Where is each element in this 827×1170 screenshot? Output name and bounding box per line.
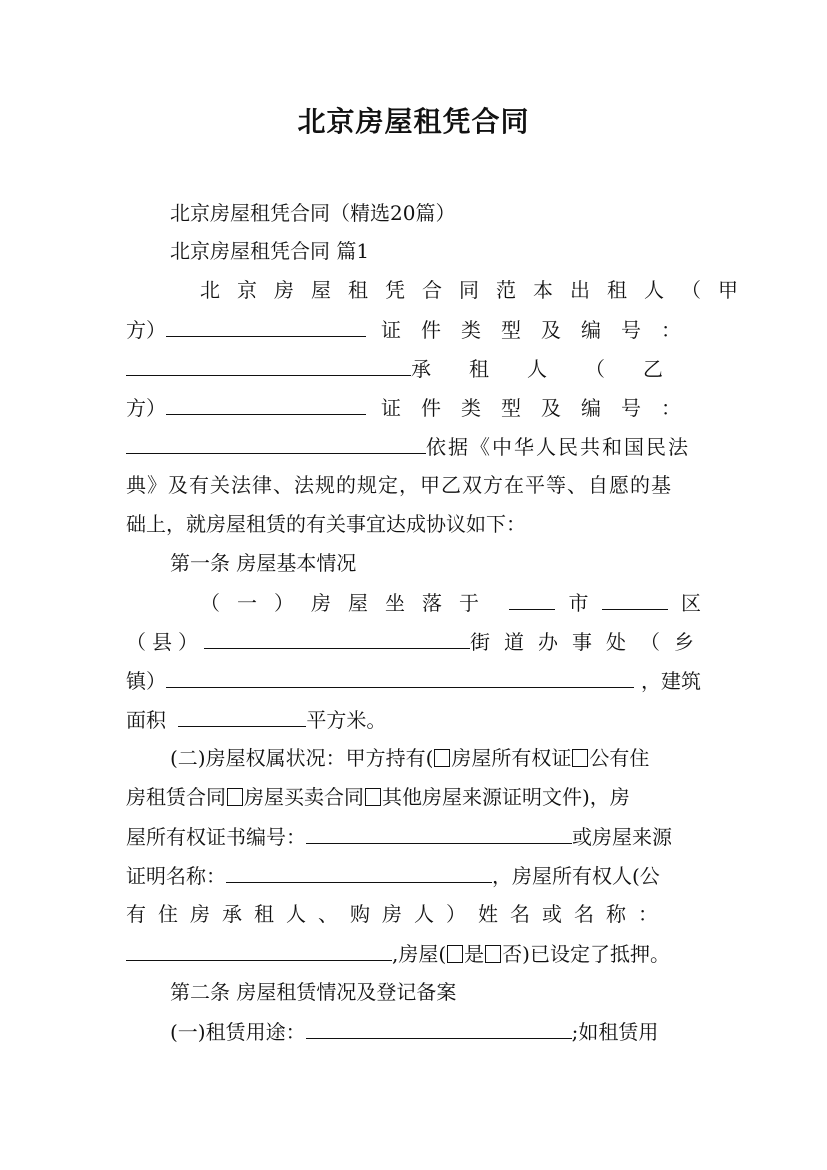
text: 街道办事处（乡 bbox=[470, 630, 708, 654]
blank-field bbox=[509, 589, 555, 610]
text: 平方米。 bbox=[306, 708, 387, 732]
paragraph-line: 证明名称： ，房屋所有权人(公 bbox=[126, 864, 660, 888]
text: （县） bbox=[126, 628, 470, 655]
doc-heading: 北京房屋租凭合同（精选20篇） bbox=[170, 201, 456, 225]
paragraph-line: 础上，就房屋租赁的有关事宜达成协议如下： bbox=[126, 512, 526, 536]
text: 证件类型及编号： bbox=[381, 396, 701, 420]
blank-field bbox=[126, 433, 426, 454]
text: ，建筑 bbox=[641, 669, 701, 693]
spread-text: 北京房屋租凭合同范本出租人（甲 bbox=[200, 278, 755, 302]
spread-text: 有住房承租人、购房人）姓名或名称： bbox=[126, 902, 670, 926]
text: 承租人（乙 bbox=[411, 357, 701, 381]
text: 市 bbox=[568, 591, 589, 615]
checkbox-icon bbox=[434, 749, 450, 767]
text: 证件类型及编号： bbox=[381, 318, 701, 342]
blank-field bbox=[602, 589, 668, 610]
checkbox-icon bbox=[572, 749, 588, 767]
paragraph-line bbox=[126, 628, 708, 655]
paragraph-line bbox=[126, 433, 701, 460]
paragraph-line: 屋所有权证书编号： 或房屋来源 bbox=[126, 825, 672, 849]
paragraph-line: 房租赁合同 房屋买卖合同 其他房屋来源证明文件)，房 bbox=[126, 785, 630, 809]
paragraph-line: 典》及有关法律、法规的规定，甲乙双方在平等、自愿的基 bbox=[126, 473, 672, 497]
blank-field bbox=[226, 862, 492, 883]
paragraph-line bbox=[126, 355, 701, 382]
section-heading: 北京房屋租凭合同 篇1 bbox=[170, 239, 370, 263]
text: 面积 bbox=[126, 708, 166, 732]
paragraph-line: ,房屋( 是 否)已设定了抵押。 bbox=[126, 940, 701, 967]
paragraph-line bbox=[126, 316, 701, 343]
checkbox-icon bbox=[365, 788, 381, 806]
text: 区 bbox=[681, 591, 701, 615]
paragraph-line: (二)房屋权属状况：甲方持有( 房屋所有权证 公有住 bbox=[170, 746, 650, 770]
text: 方） bbox=[126, 316, 366, 343]
text: 方） bbox=[126, 394, 366, 421]
blank-field bbox=[306, 1018, 572, 1039]
paragraph-line bbox=[200, 277, 755, 303]
paragraph-line: (一)租赁用途： ;如租赁用 bbox=[170, 1020, 659, 1044]
blank-field bbox=[178, 706, 306, 727]
text: 镇） bbox=[126, 667, 634, 694]
checkbox-icon bbox=[447, 945, 463, 963]
text: 依据《中华人民共和国民法 bbox=[426, 435, 690, 459]
blank-field bbox=[126, 355, 411, 376]
paragraph-line bbox=[200, 589, 701, 616]
checkbox-icon bbox=[227, 788, 243, 806]
document-title: 北京房屋租凭合同 bbox=[297, 105, 530, 138]
paragraph-line bbox=[126, 706, 701, 733]
blank-field bbox=[306, 823, 572, 844]
article-heading: 第二条 房屋租赁情况及登记备案 bbox=[170, 980, 457, 1004]
blank-field bbox=[126, 940, 392, 961]
paragraph-line bbox=[126, 667, 701, 694]
checkbox-icon bbox=[485, 945, 501, 963]
paragraph-line bbox=[126, 901, 701, 927]
article-heading: 第一条 房屋基本情况 bbox=[170, 551, 357, 575]
paragraph-line bbox=[126, 394, 701, 421]
text: （一）房屋坐落于 bbox=[200, 591, 496, 615]
